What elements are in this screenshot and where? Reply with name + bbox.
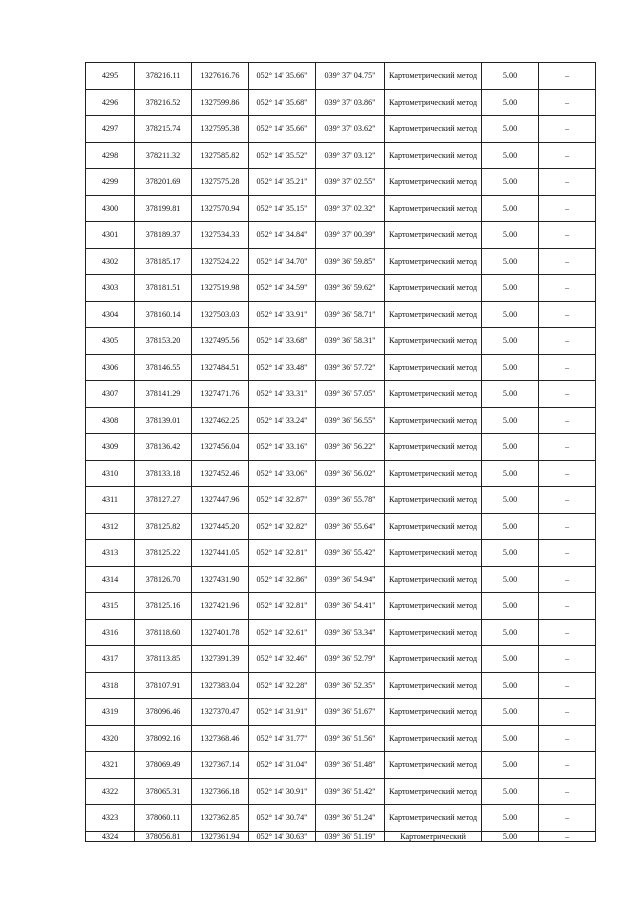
method-cell: Картометрический метод <box>385 328 482 355</box>
y-coordinate-cell: 1327484.51 <box>192 354 249 381</box>
longitude-cell: 039° 37' 03.62" <box>316 116 385 143</box>
accuracy-cell: 5.00 <box>482 328 539 355</box>
method-cell: Картометрический метод <box>385 672 482 699</box>
latitude-cell: 052° 14' 35.52" <box>249 142 316 169</box>
longitude-cell: 039° 36' 51.24" <box>316 805 385 832</box>
note-cell: – <box>539 142 596 169</box>
latitude-cell: 052° 14' 33.68" <box>249 328 316 355</box>
longitude-cell: 039° 37' 02.55" <box>316 169 385 196</box>
accuracy-cell: 5.00 <box>482 354 539 381</box>
method-cell: Картометрический метод <box>385 116 482 143</box>
table-row <box>86 169 596 196</box>
y-coordinate-cell: 1327441.05 <box>192 540 249 567</box>
longitude-cell: 039° 37' 03.12" <box>316 142 385 169</box>
x-coordinate-cell: 378125.82 <box>135 513 192 540</box>
longitude-cell: 039° 36' 55.78" <box>316 487 385 514</box>
longitude-cell: 039° 36' 59.85" <box>316 248 385 275</box>
y-coordinate-cell: 1327599.86 <box>192 89 249 116</box>
x-coordinate-cell: 378065.31 <box>135 778 192 805</box>
method-cell: Картометрический метод <box>385 699 482 726</box>
table-row <box>86 487 596 514</box>
accuracy-cell: 5.00 <box>482 513 539 540</box>
table-row <box>86 275 596 302</box>
latitude-cell: 052° 14' 33.24" <box>249 407 316 434</box>
latitude-cell: 052° 14' 34.59" <box>249 275 316 302</box>
y-coordinate-cell: 1327519.98 <box>192 275 249 302</box>
longitude-cell: 039° 36' 51.56" <box>316 725 385 752</box>
note-cell: – <box>539 434 596 461</box>
accuracy-cell: 5.00 <box>482 275 539 302</box>
note-cell: – <box>539 248 596 275</box>
x-coordinate-cell: 378092.16 <box>135 725 192 752</box>
latitude-cell: 052° 14' 35.21" <box>249 169 316 196</box>
table-row <box>86 725 596 752</box>
latitude-cell: 052° 14' 32.61" <box>249 619 316 646</box>
point-number-cell: 4324 <box>86 831 135 841</box>
accuracy-cell: 5.00 <box>482 169 539 196</box>
accuracy-cell: 5.00 <box>482 142 539 169</box>
x-coordinate-cell: 378160.14 <box>135 301 192 328</box>
point-number-cell: 4301 <box>86 222 135 249</box>
accuracy-cell: 5.00 <box>482 89 539 116</box>
point-number-cell: 4308 <box>86 407 135 434</box>
note-cell: – <box>539 593 596 620</box>
table-row <box>86 831 596 841</box>
table-row <box>86 407 596 434</box>
latitude-cell: 052° 14' 35.68" <box>249 89 316 116</box>
longitude-cell: 039° 36' 51.67" <box>316 699 385 726</box>
note-cell: – <box>539 381 596 408</box>
point-number-cell: 4317 <box>86 646 135 673</box>
latitude-cell: 052° 14' 30.74" <box>249 805 316 832</box>
longitude-cell: 039° 36' 54.41" <box>316 593 385 620</box>
method-cell: Картометрический метод <box>385 434 482 461</box>
x-coordinate-cell: 378139.01 <box>135 407 192 434</box>
table-row <box>86 354 596 381</box>
accuracy-cell: 5.00 <box>482 487 539 514</box>
point-number-cell: 4321 <box>86 752 135 779</box>
note-cell: – <box>539 513 596 540</box>
table-row <box>86 752 596 779</box>
point-number-cell: 4299 <box>86 169 135 196</box>
y-coordinate-cell: 1327370.47 <box>192 699 249 726</box>
point-number-cell: 4298 <box>86 142 135 169</box>
method-cell: Картометрический метод <box>385 63 482 90</box>
point-number-cell: 4312 <box>86 513 135 540</box>
accuracy-cell: 5.00 <box>482 540 539 567</box>
y-coordinate-cell: 1327595.38 <box>192 116 249 143</box>
note-cell: – <box>539 301 596 328</box>
longitude-cell: 039° 36' 55.64" <box>316 513 385 540</box>
note-cell: – <box>539 752 596 779</box>
point-number-cell: 4315 <box>86 593 135 620</box>
y-coordinate-cell: 1327361.94 <box>192 831 249 841</box>
point-number-cell: 4318 <box>86 672 135 699</box>
latitude-cell: 052° 14' 32.28" <box>249 672 316 699</box>
note-cell: – <box>539 116 596 143</box>
method-cell: Картометрический метод <box>385 566 482 593</box>
note-cell: – <box>539 328 596 355</box>
note-cell: – <box>539 540 596 567</box>
method-cell: Картометрический метод <box>385 275 482 302</box>
longitude-cell: 039° 36' 51.42" <box>316 778 385 805</box>
y-coordinate-cell: 1327462.25 <box>192 407 249 434</box>
note-cell: – <box>539 195 596 222</box>
latitude-cell: 052° 14' 30.63" <box>249 831 316 841</box>
method-cell: Картометрический метод <box>385 619 482 646</box>
x-coordinate-cell: 378126.70 <box>135 566 192 593</box>
y-coordinate-cell: 1327585.82 <box>192 142 249 169</box>
latitude-cell: 052° 14' 35.66" <box>249 63 316 90</box>
accuracy-cell: 5.00 <box>482 195 539 222</box>
accuracy-cell: 5.00 <box>482 301 539 328</box>
method-cell: Картометрический метод <box>385 593 482 620</box>
y-coordinate-cell: 1327367.14 <box>192 752 249 779</box>
table-row <box>86 89 596 116</box>
table-row <box>86 142 596 169</box>
x-coordinate-cell: 378096.46 <box>135 699 192 726</box>
table-row <box>86 195 596 222</box>
latitude-cell: 052° 14' 32.81" <box>249 593 316 620</box>
point-number-cell: 4316 <box>86 619 135 646</box>
latitude-cell: 052° 14' 33.31" <box>249 381 316 408</box>
table-row <box>86 381 596 408</box>
method-cell: Картометрический метод <box>385 169 482 196</box>
y-coordinate-cell: 1327575.28 <box>192 169 249 196</box>
latitude-cell: 052° 14' 33.48" <box>249 354 316 381</box>
y-coordinate-cell: 1327366.18 <box>192 778 249 805</box>
latitude-cell: 052° 14' 30.91" <box>249 778 316 805</box>
method-cell: Картометрический метод <box>385 752 482 779</box>
point-number-cell: 4303 <box>86 275 135 302</box>
x-coordinate-cell: 378060.11 <box>135 805 192 832</box>
x-coordinate-cell: 378125.16 <box>135 593 192 620</box>
note-cell: – <box>539 619 596 646</box>
latitude-cell: 052° 14' 35.66" <box>249 116 316 143</box>
accuracy-cell: 5.00 <box>482 222 539 249</box>
accuracy-cell: 5.00 <box>482 672 539 699</box>
x-coordinate-cell: 378118.60 <box>135 619 192 646</box>
table-row <box>86 805 596 832</box>
note-cell: – <box>539 89 596 116</box>
x-coordinate-cell: 378215.74 <box>135 116 192 143</box>
accuracy-cell: 5.00 <box>482 434 539 461</box>
table-body <box>86 63 596 842</box>
latitude-cell: 052° 14' 35.15" <box>249 195 316 222</box>
point-number-cell: 4295 <box>86 63 135 90</box>
method-cell: Картометрический метод <box>385 805 482 832</box>
table-row <box>86 116 596 143</box>
x-coordinate-cell: 378056.81 <box>135 831 192 841</box>
longitude-cell: 039° 36' 56.55" <box>316 407 385 434</box>
accuracy-cell: 5.00 <box>482 63 539 90</box>
accuracy-cell: 5.00 <box>482 725 539 752</box>
note-cell: – <box>539 169 596 196</box>
x-coordinate-cell: 378201.69 <box>135 169 192 196</box>
point-number-cell: 4305 <box>86 328 135 355</box>
accuracy-cell: 5.00 <box>482 248 539 275</box>
point-number-cell: 4306 <box>86 354 135 381</box>
note-cell: – <box>539 460 596 487</box>
note-cell: – <box>539 831 596 841</box>
table-row <box>86 328 596 355</box>
latitude-cell: 052° 14' 31.04" <box>249 752 316 779</box>
latitude-cell: 052° 14' 31.91" <box>249 699 316 726</box>
longitude-cell: 039° 37' 00.39" <box>316 222 385 249</box>
latitude-cell: 052° 14' 32.86" <box>249 566 316 593</box>
point-number-cell: 4310 <box>86 460 135 487</box>
y-coordinate-cell: 1327368.46 <box>192 725 249 752</box>
y-coordinate-cell: 1327391.39 <box>192 646 249 673</box>
longitude-cell: 039° 36' 58.31" <box>316 328 385 355</box>
y-coordinate-cell: 1327447.96 <box>192 487 249 514</box>
x-coordinate-cell: 378216.52 <box>135 89 192 116</box>
note-cell: – <box>539 487 596 514</box>
y-coordinate-cell: 1327445.20 <box>192 513 249 540</box>
table-row <box>86 566 596 593</box>
longitude-cell: 039° 36' 51.48" <box>316 752 385 779</box>
longitude-cell: 039° 36' 53.34" <box>316 619 385 646</box>
method-cell: Картометрический метод <box>385 301 482 328</box>
latitude-cell: 052° 14' 33.91" <box>249 301 316 328</box>
longitude-cell: 039° 36' 56.02" <box>316 460 385 487</box>
note-cell: – <box>539 63 596 90</box>
note-cell: – <box>539 407 596 434</box>
accuracy-cell: 5.00 <box>482 752 539 779</box>
latitude-cell: 052° 14' 33.16" <box>249 434 316 461</box>
latitude-cell: 052° 14' 34.70" <box>249 248 316 275</box>
method-cell: Картометрический метод <box>385 381 482 408</box>
x-coordinate-cell: 378199.81 <box>135 195 192 222</box>
x-coordinate-cell: 378107.91 <box>135 672 192 699</box>
point-number-cell: 4307 <box>86 381 135 408</box>
note-cell: – <box>539 699 596 726</box>
latitude-cell: 052° 14' 32.87" <box>249 487 316 514</box>
method-cell: Картометрический метод <box>385 222 482 249</box>
longitude-cell: 039° 37' 02.32" <box>316 195 385 222</box>
y-coordinate-cell: 1327401.78 <box>192 619 249 646</box>
note-cell: – <box>539 354 596 381</box>
y-coordinate-cell: 1327503.03 <box>192 301 249 328</box>
x-coordinate-cell: 378127.27 <box>135 487 192 514</box>
table-row <box>86 540 596 567</box>
note-cell: – <box>539 566 596 593</box>
point-number-cell: 4319 <box>86 699 135 726</box>
method-cell: Картометрический метод <box>385 646 482 673</box>
method-cell: Картометрический метод <box>385 89 482 116</box>
method-cell: Картометрический метод <box>385 540 482 567</box>
accuracy-cell: 5.00 <box>482 619 539 646</box>
point-number-cell: 4302 <box>86 248 135 275</box>
y-coordinate-cell: 1327495.56 <box>192 328 249 355</box>
table-row <box>86 63 596 90</box>
method-cell: Картометрический метод <box>385 513 482 540</box>
point-number-cell: 4297 <box>86 116 135 143</box>
method-cell: Картометрический метод <box>385 778 482 805</box>
y-coordinate-cell: 1327524.22 <box>192 248 249 275</box>
longitude-cell: 039° 36' 55.42" <box>316 540 385 567</box>
y-coordinate-cell: 1327452.46 <box>192 460 249 487</box>
accuracy-cell: 5.00 <box>482 381 539 408</box>
table-row <box>86 248 596 275</box>
accuracy-cell: 5.00 <box>482 460 539 487</box>
accuracy-cell: 5.00 <box>482 566 539 593</box>
y-coordinate-cell: 1327456.04 <box>192 434 249 461</box>
table-row <box>86 222 596 249</box>
point-number-cell: 4313 <box>86 540 135 567</box>
x-coordinate-cell: 378133.18 <box>135 460 192 487</box>
longitude-cell: 039° 36' 57.05" <box>316 381 385 408</box>
longitude-cell: 039° 37' 03.86" <box>316 89 385 116</box>
y-coordinate-cell: 1327534.33 <box>192 222 249 249</box>
x-coordinate-cell: 378185.17 <box>135 248 192 275</box>
table-row <box>86 778 596 805</box>
x-coordinate-cell: 378125.22 <box>135 540 192 567</box>
note-cell: – <box>539 778 596 805</box>
note-cell: – <box>539 725 596 752</box>
point-number-cell: 4322 <box>86 778 135 805</box>
y-coordinate-cell: 1327362.85 <box>192 805 249 832</box>
latitude-cell: 052° 14' 34.84" <box>249 222 316 249</box>
latitude-cell: 052° 14' 31.77" <box>249 725 316 752</box>
note-cell: – <box>539 672 596 699</box>
accuracy-cell: 5.00 <box>482 778 539 805</box>
latitude-cell: 052° 14' 32.82" <box>249 513 316 540</box>
longitude-cell: 039° 36' 52.79" <box>316 646 385 673</box>
x-coordinate-cell: 378113.85 <box>135 646 192 673</box>
method-cell: Картометрический <box>385 831 482 841</box>
x-coordinate-cell: 378141.29 <box>135 381 192 408</box>
method-cell: Картометрический метод <box>385 354 482 381</box>
latitude-cell: 052° 14' 32.46" <box>249 646 316 673</box>
longitude-cell: 039° 37' 04.75" <box>316 63 385 90</box>
point-number-cell: 4320 <box>86 725 135 752</box>
method-cell: Картометрический метод <box>385 142 482 169</box>
x-coordinate-cell: 378189.37 <box>135 222 192 249</box>
x-coordinate-cell: 378069.49 <box>135 752 192 779</box>
longitude-cell: 039° 36' 52.35" <box>316 672 385 699</box>
table-row <box>86 593 596 620</box>
method-cell: Картометрический метод <box>385 248 482 275</box>
accuracy-cell: 5.00 <box>482 646 539 673</box>
longitude-cell: 039° 36' 54.94" <box>316 566 385 593</box>
method-cell: Картометрический метод <box>385 407 482 434</box>
point-number-cell: 4296 <box>86 89 135 116</box>
longitude-cell: 039° 36' 51.19" <box>316 831 385 841</box>
longitude-cell: 039° 36' 57.72" <box>316 354 385 381</box>
method-cell: Картометрический метод <box>385 460 482 487</box>
table-row <box>86 460 596 487</box>
y-coordinate-cell: 1327421.96 <box>192 593 249 620</box>
y-coordinate-cell: 1327431.90 <box>192 566 249 593</box>
point-number-cell: 4300 <box>86 195 135 222</box>
accuracy-cell: 5.00 <box>482 593 539 620</box>
accuracy-cell: 5.00 <box>482 699 539 726</box>
accuracy-cell: 5.00 <box>482 407 539 434</box>
table-row <box>86 301 596 328</box>
latitude-cell: 052° 14' 32.81" <box>249 540 316 567</box>
method-cell: Картометрический метод <box>385 195 482 222</box>
method-cell: Картометрический метод <box>385 487 482 514</box>
longitude-cell: 039° 36' 58.71" <box>316 301 385 328</box>
y-coordinate-cell: 1327471.76 <box>192 381 249 408</box>
point-number-cell: 4314 <box>86 566 135 593</box>
table-row <box>86 672 596 699</box>
point-number-cell: 4323 <box>86 805 135 832</box>
point-number-cell: 4311 <box>86 487 135 514</box>
x-coordinate-cell: 378153.20 <box>135 328 192 355</box>
x-coordinate-cell: 378181.51 <box>135 275 192 302</box>
y-coordinate-cell: 1327616.76 <box>192 63 249 90</box>
point-number-cell: 4309 <box>86 434 135 461</box>
table-row <box>86 434 596 461</box>
note-cell: – <box>539 805 596 832</box>
point-number-cell: 4304 <box>86 301 135 328</box>
x-coordinate-cell: 378211.32 <box>135 142 192 169</box>
longitude-cell: 039° 36' 56.22" <box>316 434 385 461</box>
latitude-cell: 052° 14' 33.06" <box>249 460 316 487</box>
coordinates-table <box>85 62 596 842</box>
method-cell: Картометрический метод <box>385 725 482 752</box>
table-row <box>86 619 596 646</box>
accuracy-cell: 5.00 <box>482 831 539 841</box>
x-coordinate-cell: 378136.42 <box>135 434 192 461</box>
x-coordinate-cell: 378216.11 <box>135 63 192 90</box>
y-coordinate-cell: 1327570.94 <box>192 195 249 222</box>
note-cell: – <box>539 646 596 673</box>
table-row <box>86 699 596 726</box>
table-row <box>86 513 596 540</box>
note-cell: – <box>539 222 596 249</box>
table-row <box>86 646 596 673</box>
accuracy-cell: 5.00 <box>482 116 539 143</box>
y-coordinate-cell: 1327383.04 <box>192 672 249 699</box>
longitude-cell: 039° 36' 59.62" <box>316 275 385 302</box>
x-coordinate-cell: 378146.55 <box>135 354 192 381</box>
note-cell: – <box>539 275 596 302</box>
accuracy-cell: 5.00 <box>482 805 539 832</box>
